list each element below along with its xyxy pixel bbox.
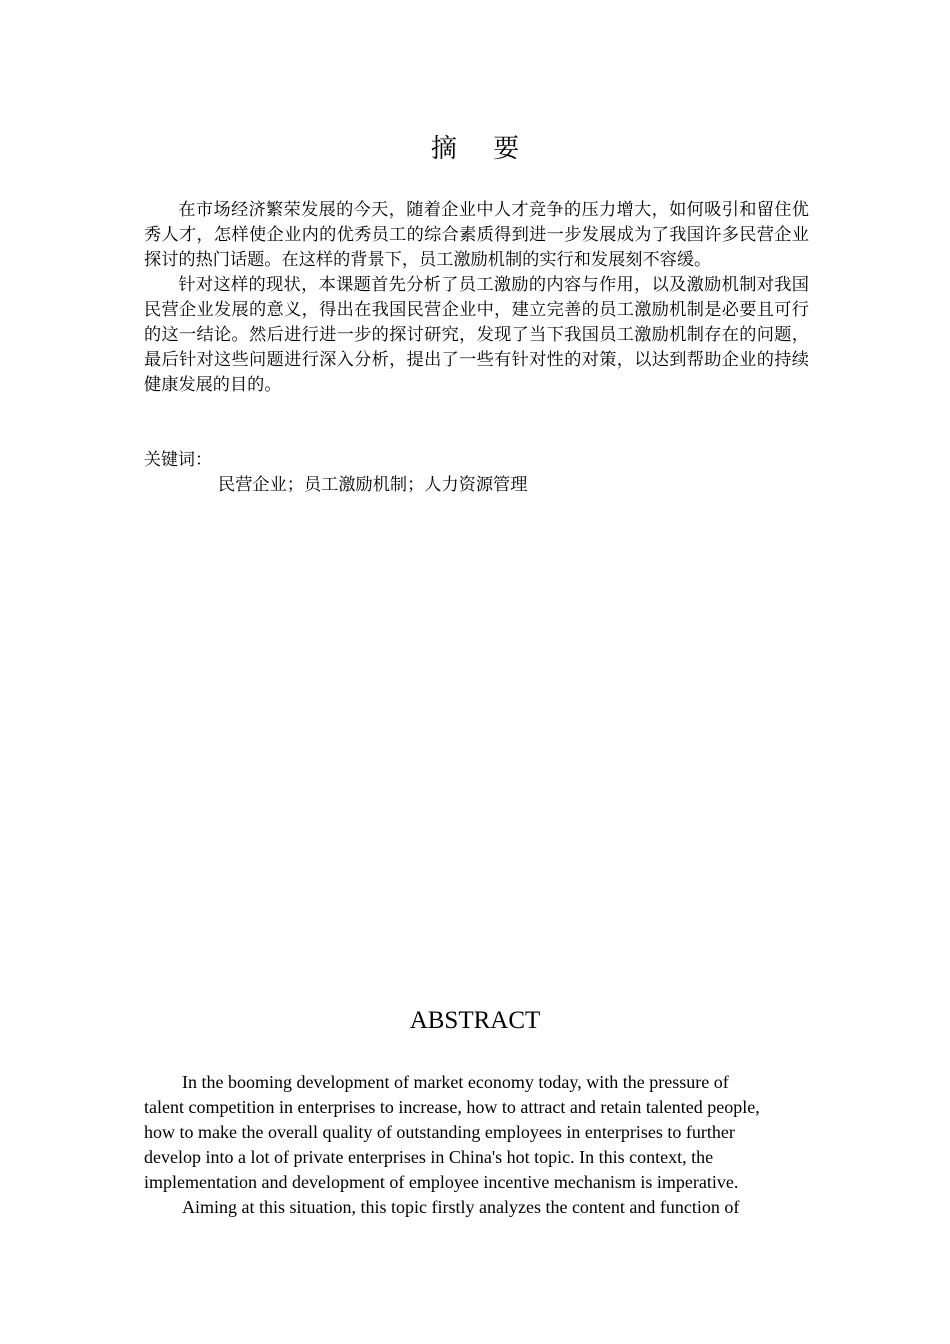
abstract-paragraph-cn-1: 在市场经济繁荣发展的今天，随着企业中人才竞争的压力增大，如何吸引和留住优秀人才，怎样使企业内的优秀员工的综合素质得到进一步发展成为了我国许多民营企业探讨的热门话题。在这样的背景下，员工激励机制的实行和发展刻不容缓。 xyxy=(144,200,809,270)
abstract-en-line: how to make the overall quality of outstanding employees in enterprises to further xyxy=(144,1122,735,1142)
abstract-paragraph-en-1 xyxy=(144,1070,809,1195)
abstract-title-en: ABSTRACT xyxy=(409,1007,541,1034)
abstract-en-line: develop into a lot of private enterprises in China's hot topic. In this context, the xyxy=(144,1147,714,1167)
abstract-title-cn: 摘 要 xyxy=(430,134,534,164)
abstract-paragraph-en-2: Aiming at this situation, this topic firstly analyzes the content and function of xyxy=(182,1197,740,1217)
abstract-en-line: In the booming development of market economy today, with the pressure of xyxy=(182,1072,729,1092)
abstract-paragraph-cn-2: 针对这样的现状，本课题首先分析了员工激励的内容与作用，以及激励机制对我国民营企业发展的意义，得出在我国民营企业中，建立完善的员工激励机制是必要且可行的这一结论。然后进行进一步的探讨研究，发现了当下我国员工激励机制存在的问题，最后针对这些问题进行深入分析，提出了一些有针对性的对策，以达到帮助企业的持续健康发展的目的。 xyxy=(144,275,809,395)
keywords-label: 关键词： xyxy=(144,450,212,470)
abstract-en-line: talent competition in enterprises to increase, how to attract and retain talented people, xyxy=(144,1097,760,1117)
keywords-value: 民营企业；员工激励机制；人力资源管理 xyxy=(218,475,528,495)
abstract-body-cn xyxy=(144,198,809,398)
abstract-body-en xyxy=(144,1070,809,1220)
abstract-en-line: implementation and development of employee incentive mechanism is imperative. xyxy=(144,1172,739,1192)
